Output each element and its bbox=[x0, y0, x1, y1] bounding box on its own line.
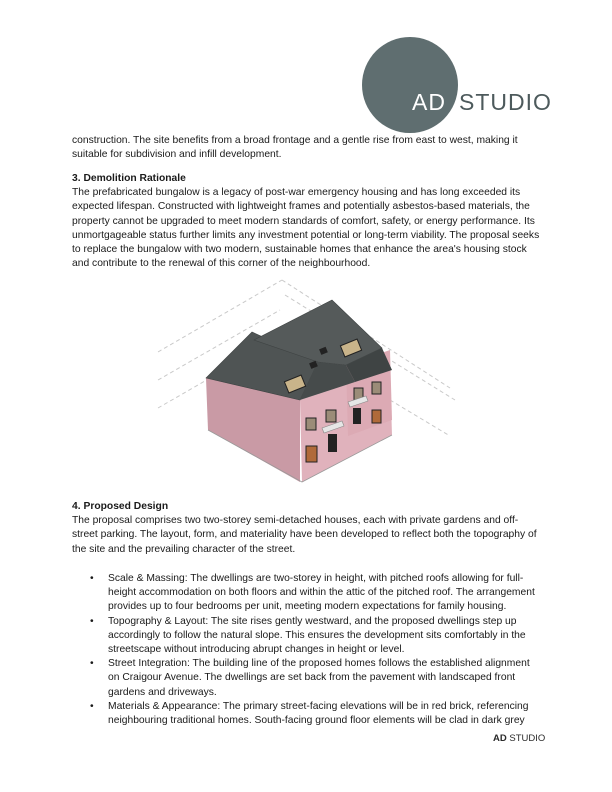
section-demolition bbox=[72, 172, 542, 271]
list-item: • Street Integration: The building line of the proposed homes follows the established alignment on Craigour Avenue. The dwellings are set back from the pavement with landscaped front gardens and driveways. bbox=[72, 657, 542, 700]
logo-disc bbox=[362, 37, 458, 133]
logo-studio-text: STUDIO bbox=[459, 89, 552, 115]
design-bullet-list bbox=[72, 572, 542, 728]
section-heading: 4. Proposed Design bbox=[72, 501, 169, 512]
intro-paragraph: construction. The site benefits from a broad frontage and a gentle rise from east to west, making it suitable for subdivision and infill development. bbox=[72, 135, 518, 161]
list-item: • Topography & Layout: The site rises gently westward, and the proposed dwellings step up accordingly to follow the natural slope. This ensures the development sits comfortably in the streetscape without introducing abrupt changes in height or level. bbox=[72, 615, 542, 658]
section-body: The prefabricated bungalow is a legacy of post-war emergency housing and has long exceeded its expected lifespan. Constructed with lightweight frames and potentially asbestos-based materials, the property cannot be upgraded to meet modern standards of comfort, safety, or energy performance. Its unmortgageable status further limits any investment potential or long-term viability. The proposal seeks to replace the bungalow with two modern, sustainable homes that enhance the area's housing stock and contribute to the renewal of this corner of the neighbourhood. bbox=[72, 187, 540, 270]
logo-ad-text: AD bbox=[412, 89, 446, 115]
house-isometric-figure bbox=[150, 270, 460, 492]
front-door bbox=[328, 434, 337, 452]
section-heading: 3. Demolition Rationale bbox=[72, 173, 186, 184]
ad-studio-logo bbox=[362, 37, 552, 133]
footer-studio: STUDIO bbox=[509, 733, 546, 744]
list-item: • Materials & Appearance: The primary street-facing elevations will be in red brick, referencing neighbouring traditional homes. South-facing ground floor elements will be clad in dark grey bbox=[72, 700, 542, 728]
list-item: • Scale & Massing: The dwellings are two-storey in height, with pitched roofs allowing for full-height accommodation on both floors and within the attic of the pitched roof. The arrangement provides up to four bedrooms per unit, meeting modern expectations for family housing. bbox=[72, 572, 542, 615]
section-proposed-design bbox=[72, 500, 542, 557]
front-door bbox=[353, 408, 361, 424]
footer-brand bbox=[493, 733, 545, 744]
footer-ad: AD bbox=[493, 733, 507, 744]
section-body: The proposal comprises two two-storey semi-detached houses, each with private gardens and off-street parking. The layout, form, and materiality have been developed to reflect both the topography of the site and the prevailing character of the street. bbox=[72, 515, 537, 555]
